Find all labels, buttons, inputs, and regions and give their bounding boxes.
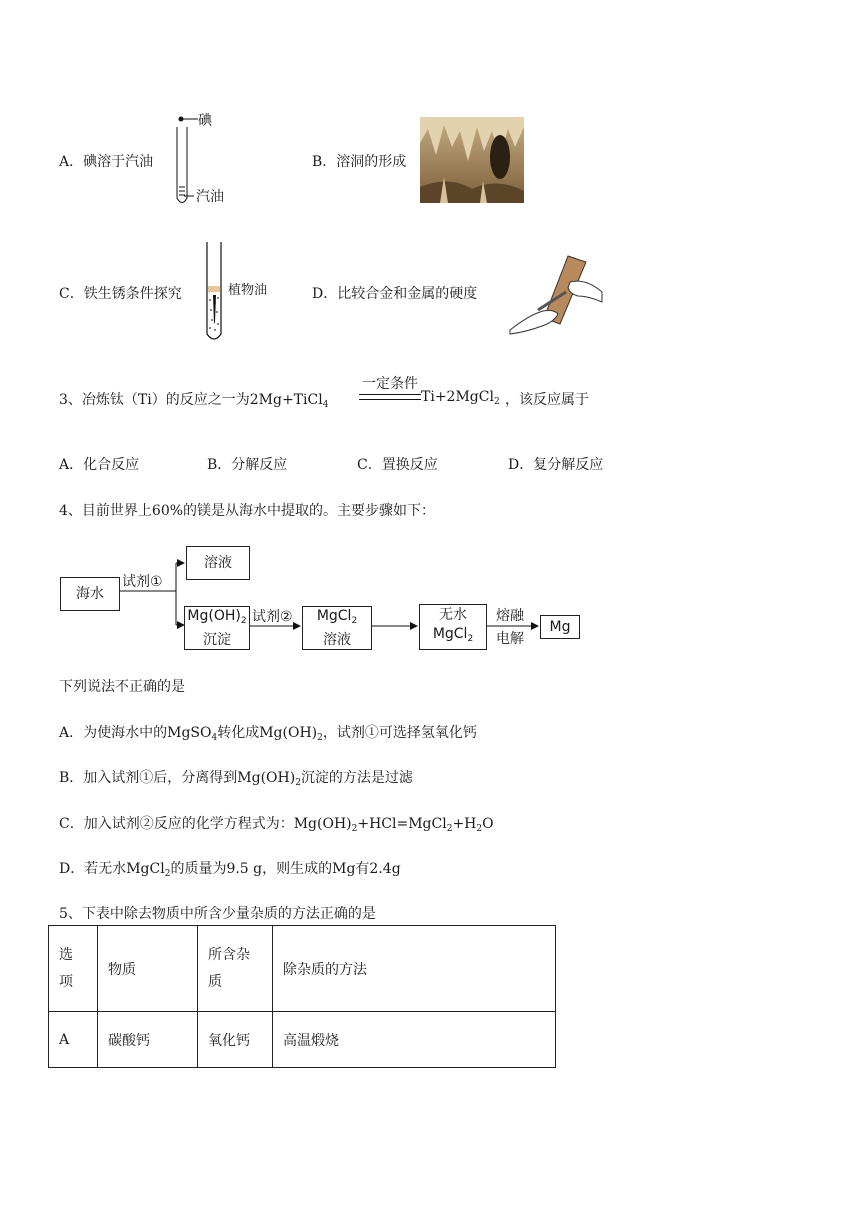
header-method: 除杂质的方法: [273, 926, 556, 1012]
q5-table: [48, 925, 556, 1068]
cell-method: 高温煅烧: [273, 1012, 556, 1068]
flow-mgoh2-line2: 沉淀: [203, 631, 231, 648]
q3-option-a: A．化合反应: [59, 457, 140, 473]
q2-option-a: A．碘溶于汽油: [59, 154, 154, 170]
flow-mgoh2-line1: $Mg(OH)_2$: [187, 607, 247, 626]
vegetable-oil-label: 植物油: [228, 283, 268, 298]
q4-option-b: B．加入试剂①后，分离得到$Mg(OH)_2$沉淀的方法是过滤: [59, 770, 413, 788]
q3-lhs-sub: 4: [322, 400, 329, 410]
q3-prefix: 3、冶炼钛（Ti）的反应之一为: [59, 392, 250, 408]
cell-substance: 碳酸钙: [98, 1012, 198, 1068]
flow-anhydrous-mgcl2: [419, 604, 487, 650]
flow-seawater-text: 海水: [76, 585, 104, 602]
flow-reagent1: 试剂①: [122, 574, 163, 590]
flow-mgcl2-line1: MgCl$_2$: [316, 607, 358, 626]
iodine-label: 碘: [198, 113, 212, 129]
q3-suffix: ，该反应属于: [505, 392, 589, 408]
q4-option-d: D．若无水MgCl$_2$的质量为9.5 g，则生成的Mg有2.4g: [59, 861, 401, 879]
flow-mgoh2-precipitate: [184, 606, 250, 650]
q3-option-c: C．置换反应: [357, 457, 438, 473]
q4-stem: 4、目前世界上60%的镁是从海水中提取的。主要步骤如下：: [59, 503, 436, 519]
table-header-row: [49, 926, 556, 1012]
flow-solution-text: 溶液: [204, 554, 232, 571]
flow-mg-text: Mg: [549, 618, 571, 635]
cell-impurity: 氧化钙: [198, 1012, 273, 1068]
q4-option-c: C．加入试剂②反应的化学方程式为：$Mg(OH)_2+HCl=MgCl_2+H_2O$: [59, 816, 494, 834]
flow-mg: [540, 615, 580, 639]
q3-option-b: B．分解反应: [207, 457, 288, 473]
header-option: 选 项: [49, 926, 98, 1012]
cell-option: A: [49, 1012, 98, 1068]
q2-option-c: C．铁生锈条件探究: [59, 286, 182, 302]
header-substance: 物质: [98, 926, 198, 1012]
q5-stem: 5、下表中除去物质中所含少量杂质的方法正确的是: [59, 906, 376, 922]
q3-rhs-text: Ti+2MgCl: [421, 389, 494, 405]
flow-reagent2: 试剂②: [252, 609, 293, 625]
flow-anhydrous-line2: MgCl$_2$: [432, 625, 474, 644]
q4-option-a: A．为使海水中的MgSO$_4$转化成$Mg(OH)_2$，试剂①可选择氢氧化钙: [59, 725, 477, 743]
table-row: [49, 1012, 556, 1068]
q2-option-b: B．溶洞的形成: [312, 154, 407, 170]
q3-lhs: 2Mg+TiCl: [249, 392, 323, 408]
flow-seawater: [60, 577, 120, 611]
q3-option-d: D．复分解反应: [508, 457, 604, 473]
flow-electrolysis-label: 电解: [496, 631, 524, 647]
q3-rhs-sub: 2: [493, 397, 500, 407]
q3-condition: 一定条件: [362, 376, 418, 392]
flow-melt-label: 熔融: [496, 608, 524, 624]
header-impurity: 所含杂 质: [198, 926, 273, 1012]
flow-mgcl2-line2: 溶液: [323, 631, 351, 648]
flow-anhydrous-line1: 无水: [439, 606, 467, 623]
flow-mgcl2-solution: [302, 606, 372, 650]
flow-solution: [186, 546, 250, 580]
gasoline-label: 汽油: [196, 189, 224, 205]
q4-question: 下列说法不正确的是: [59, 679, 185, 695]
q2-option-d: D．比较合金和金属的硬度: [312, 286, 478, 302]
